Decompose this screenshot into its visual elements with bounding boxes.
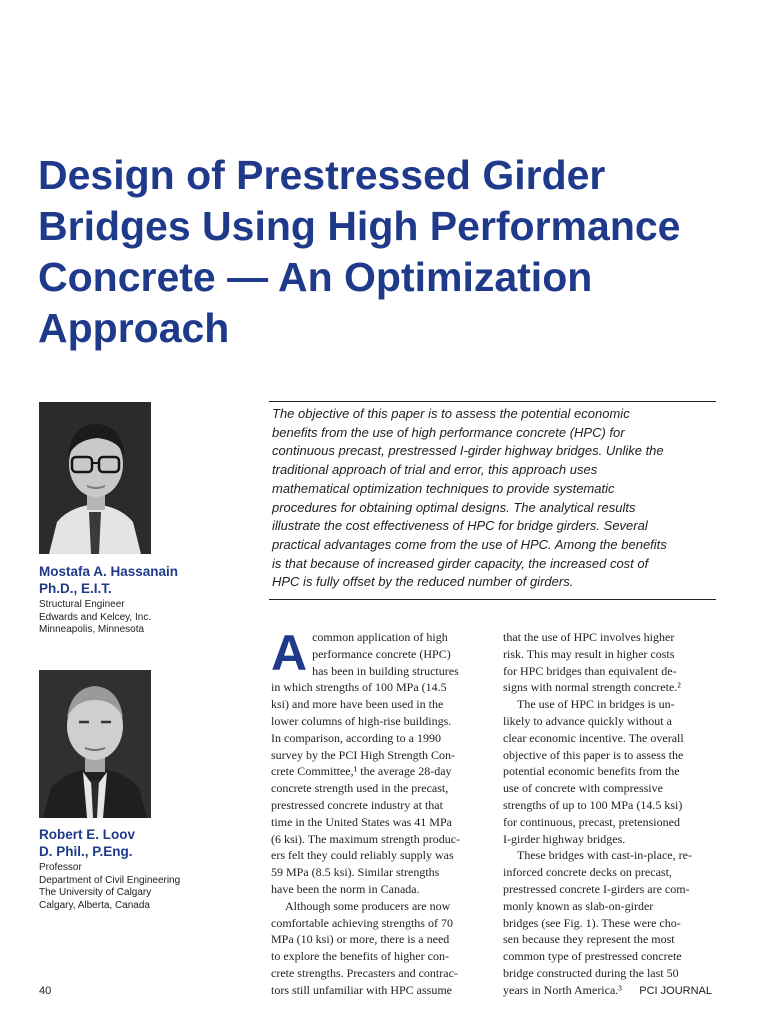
author-credentials: Ph.D., E.I.T. <box>39 581 112 596</box>
body-line: tors still unfamiliar with HPC assume <box>271 982 452 997</box>
body-line: These bridges with cast-in-place, re- <box>517 848 692 863</box>
body-line: risk. This may result in higher costs <box>503 646 675 661</box>
body-line: survey by the PCI High Strength Con- <box>271 747 455 762</box>
body-line: MPa (10 ksi) or more, there is a need <box>271 932 450 947</box>
affiliation-line: Structural Engineer <box>39 599 125 610</box>
body-line: monly known as slab-on-girder <box>503 898 654 913</box>
body-line: use of concrete with compressive <box>503 781 663 796</box>
body-line: clear economic incentive. The overall <box>503 730 684 745</box>
portrait-image <box>39 402 151 554</box>
body-line: signs with normal strength concrete.² <box>503 680 681 695</box>
abstract-top-rule <box>269 401 716 402</box>
author-credentials: D. Phil., P.Eng. <box>39 844 133 859</box>
author-name: Robert E. Loov <box>39 827 136 842</box>
body-line: that the use of HPC involves higher <box>503 630 675 644</box>
title-line: Design of Prestressed Girder <box>38 152 606 198</box>
title-line: Concrete — An Optimization <box>38 254 593 300</box>
body-line: prestressed concrete I-girders are com- <box>503 881 690 896</box>
body-line: lower columns of high-rise buildings. <box>271 713 452 728</box>
body-line: I-girder highway bridges. <box>503 831 626 846</box>
portrait-image <box>39 670 151 818</box>
affiliation-line: Professor <box>39 862 82 873</box>
body-line: years in North America.³ <box>503 982 622 997</box>
affiliation-line: Minneapolis, Minnesota <box>39 624 145 635</box>
body-line: concrete strength used in the precast, <box>271 781 449 796</box>
body-line: performance concrete (HPC) <box>312 646 451 661</box>
body-line: common type of prestressed concrete <box>503 949 682 964</box>
author-hassanain <box>39 563 269 637</box>
body-line: Although some producers are now <box>285 898 451 913</box>
body-line: have been the norm in Canada. <box>271 881 420 896</box>
author-affiliation <box>39 599 269 637</box>
abstract-line: illustrate the cost effectiveness of HPC for bridge girders. Several <box>272 518 648 534</box>
body-line: prestressed concrete industry at that <box>271 797 443 812</box>
affiliation-line: The University of Calgary <box>39 887 152 898</box>
affiliation-line: Calgary, Alberta, Canada <box>39 899 150 911</box>
article-title <box>38 150 738 354</box>
abstract-line: The objective of this paper is to assess the potential economic <box>272 406 630 421</box>
author-loov <box>39 826 269 912</box>
body-line: bridge constructed during the last 50 <box>503 965 679 980</box>
abstract-line: procedures for obtaining optimal designs. The analytical results <box>272 499 636 515</box>
body-line: crete strengths. Precasters and contrac- <box>271 965 458 980</box>
title-line: Approach <box>38 305 230 351</box>
body-line: sen because they represent the most <box>503 932 675 947</box>
author-affiliation <box>39 862 269 912</box>
body-line: potential economic benefits from the <box>503 764 680 779</box>
abstract-line: traditional approach of trial and error, this approach uses <box>272 462 598 478</box>
body-line: inforced concrete decks on precast, <box>503 865 672 880</box>
title-line: Bridges Using High Performance <box>38 203 681 249</box>
body-line: bridges (see Fig. 1). These were cho- <box>503 915 681 930</box>
body-line: objective of this paper is to assess the <box>503 747 684 762</box>
body-line: time in the United States was 41 MPa <box>271 814 452 829</box>
body-line: for HPC bridges than equivalent de- <box>503 663 677 678</box>
drop-cap: A <box>271 625 308 681</box>
body-line: likely to advance quickly without a <box>503 713 672 728</box>
journal-name: PCI JOURNAL <box>639 985 712 997</box>
abstract-line: is that because of increased girder capacity, the increased cost of <box>272 555 649 571</box>
body-line: crete Committee,¹ the average 28-day <box>271 764 452 779</box>
body-line: in which strengths of 100 MPa (14.5 <box>271 680 447 695</box>
body-column-1 <box>271 625 486 999</box>
affiliation-line: Department of Civil Engineering <box>39 874 181 886</box>
body-line: In comparison, according to a 1990 <box>271 730 441 745</box>
abstract <box>272 405 718 592</box>
affiliation-line: Edwards and Kelcey, Inc. <box>39 611 152 623</box>
body-line: The use of HPC in bridges is un- <box>517 697 675 712</box>
body-line: strengths of up to 100 MPa (14.5 ksi) <box>503 797 683 812</box>
body-line: to explore the benefits of higher con- <box>271 949 449 964</box>
abstract-line: mathematical optimization techniques to provide systematic <box>272 480 615 496</box>
body-line: 59 MPa (8.5 ksi). Similar strengths <box>271 865 440 880</box>
abstract-bottom-rule <box>269 599 716 600</box>
body-line: ers felt they could reliably supply was <box>271 848 454 863</box>
author-photo-loov <box>39 670 151 818</box>
abstract-line: benefits from the use of high performance concrete (HPC) for <box>272 424 625 440</box>
author-name: Mostafa A. Hassanain <box>39 564 179 579</box>
body-line: common application of high <box>312 630 448 644</box>
abstract-line: practical advantages come from the use of HPC. Among the benefits <box>272 536 667 552</box>
abstract-line: HPC is fully offset by the reduced number of girders. <box>272 574 574 590</box>
body-line: has been in building structures <box>312 663 459 678</box>
body-line: for continuous, precast, pretensioned <box>503 814 680 829</box>
page-number: 40 <box>39 985 52 997</box>
author-photo-hassanain <box>39 402 151 554</box>
body-line: comfortable achieving strengths of 70 <box>271 915 453 930</box>
body-line: ksi) and more have been used in the <box>271 697 444 712</box>
abstract-line: continuous precast, prestressed I-girder highway bridges. Unlike the <box>272 443 664 459</box>
body-column-2 <box>503 629 718 999</box>
body-line: (6 ksi). The maximum strength produc- <box>271 831 461 846</box>
